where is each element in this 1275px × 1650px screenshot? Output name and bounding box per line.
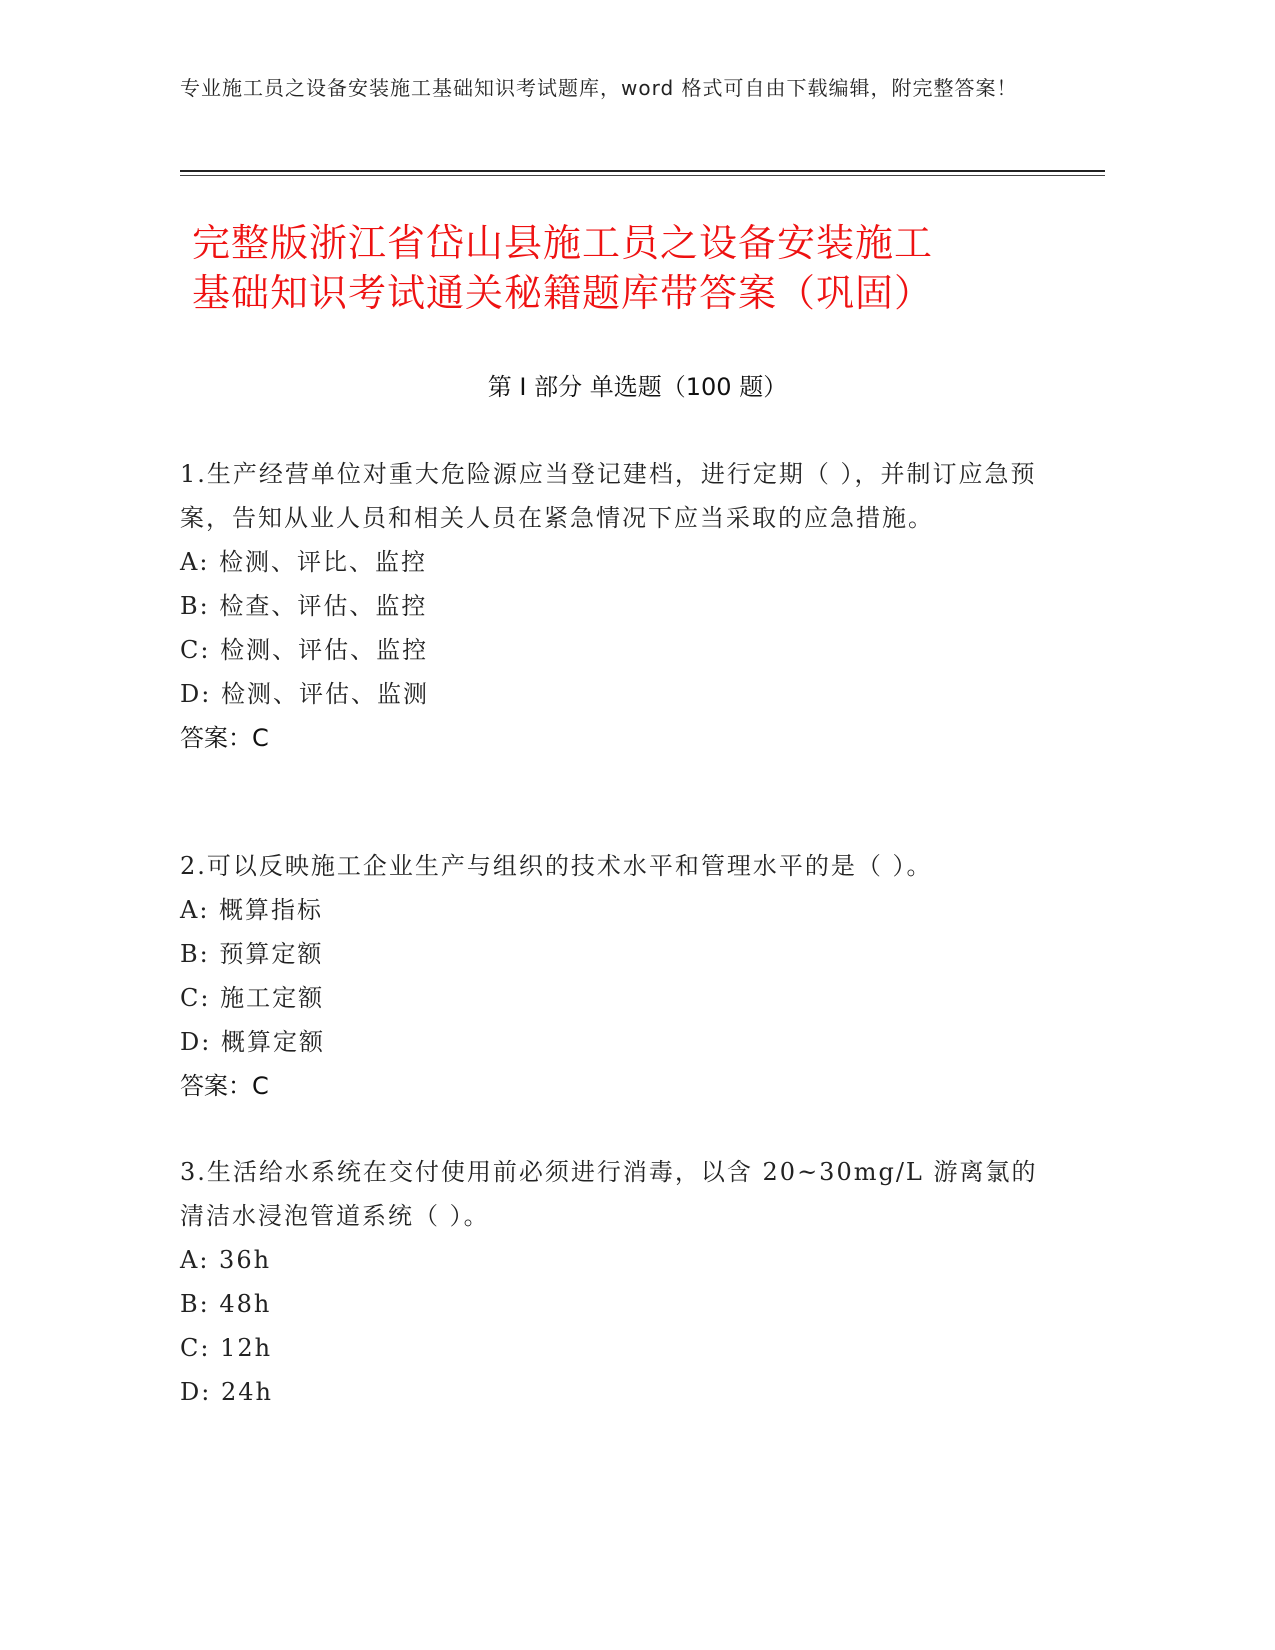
option-c: C: 12h: [180, 1334, 273, 1362]
answer: 答案：C: [180, 1072, 269, 1100]
option-a: A: 概算指标: [180, 896, 324, 924]
option-b: B: 预算定额: [180, 940, 324, 968]
option-d: D: 检测、评估、监测: [180, 680, 429, 708]
header-divider-thin: [180, 175, 1105, 176]
header-note: 专业施工员之设备安装施工基础知识考试题库，word 格式可自由下载编辑，附完整答案！: [180, 76, 1018, 100]
option-a: A: 检测、评比、监控: [180, 548, 428, 576]
document-title-line-2: 基础知识考试通关秘籍题库带答案（巩固）: [192, 271, 934, 315]
question-stem: 3.生活给水系统在交付使用前必须进行消毒，以含 20~30mg/L 游离氯的清洁水浸泡管道系统（ ）。: [180, 1158, 1038, 1230]
header-divider-thick: [180, 170, 1105, 172]
document-title: [192, 218, 1092, 318]
option-b: B: 检查、评估、监控: [180, 592, 428, 620]
question-1: [180, 452, 1040, 760]
section-heading: 第 I 部分 单选题（100 题）: [487, 373, 788, 401]
answer: 答案：C: [180, 724, 269, 752]
option-d: D: 24h: [180, 1378, 273, 1406]
option-b: B: 48h: [180, 1290, 272, 1318]
document-title-line-1: 完整版浙江省岱山县施工员之设备安装施工: [192, 221, 934, 265]
question-stem: 2.可以反映施工企业生产与组织的技术水平和管理水平的是（ ）。: [180, 852, 933, 880]
question-2: [180, 844, 1040, 1108]
question-stem: 1.生产经营单位对重大危险源应当登记建档，进行定期（ ），并制订应急预案，告知从业人员和相关人员在紧急情况下应当采取的应急措施。: [180, 460, 1037, 532]
question-3: [180, 1150, 1040, 1414]
option-a: A: 36h: [180, 1246, 272, 1274]
option-d: D: 概算定额: [180, 1028, 325, 1056]
option-c: C: 检测、评估、监控: [180, 636, 429, 664]
option-c: C: 施工定额: [180, 984, 325, 1012]
